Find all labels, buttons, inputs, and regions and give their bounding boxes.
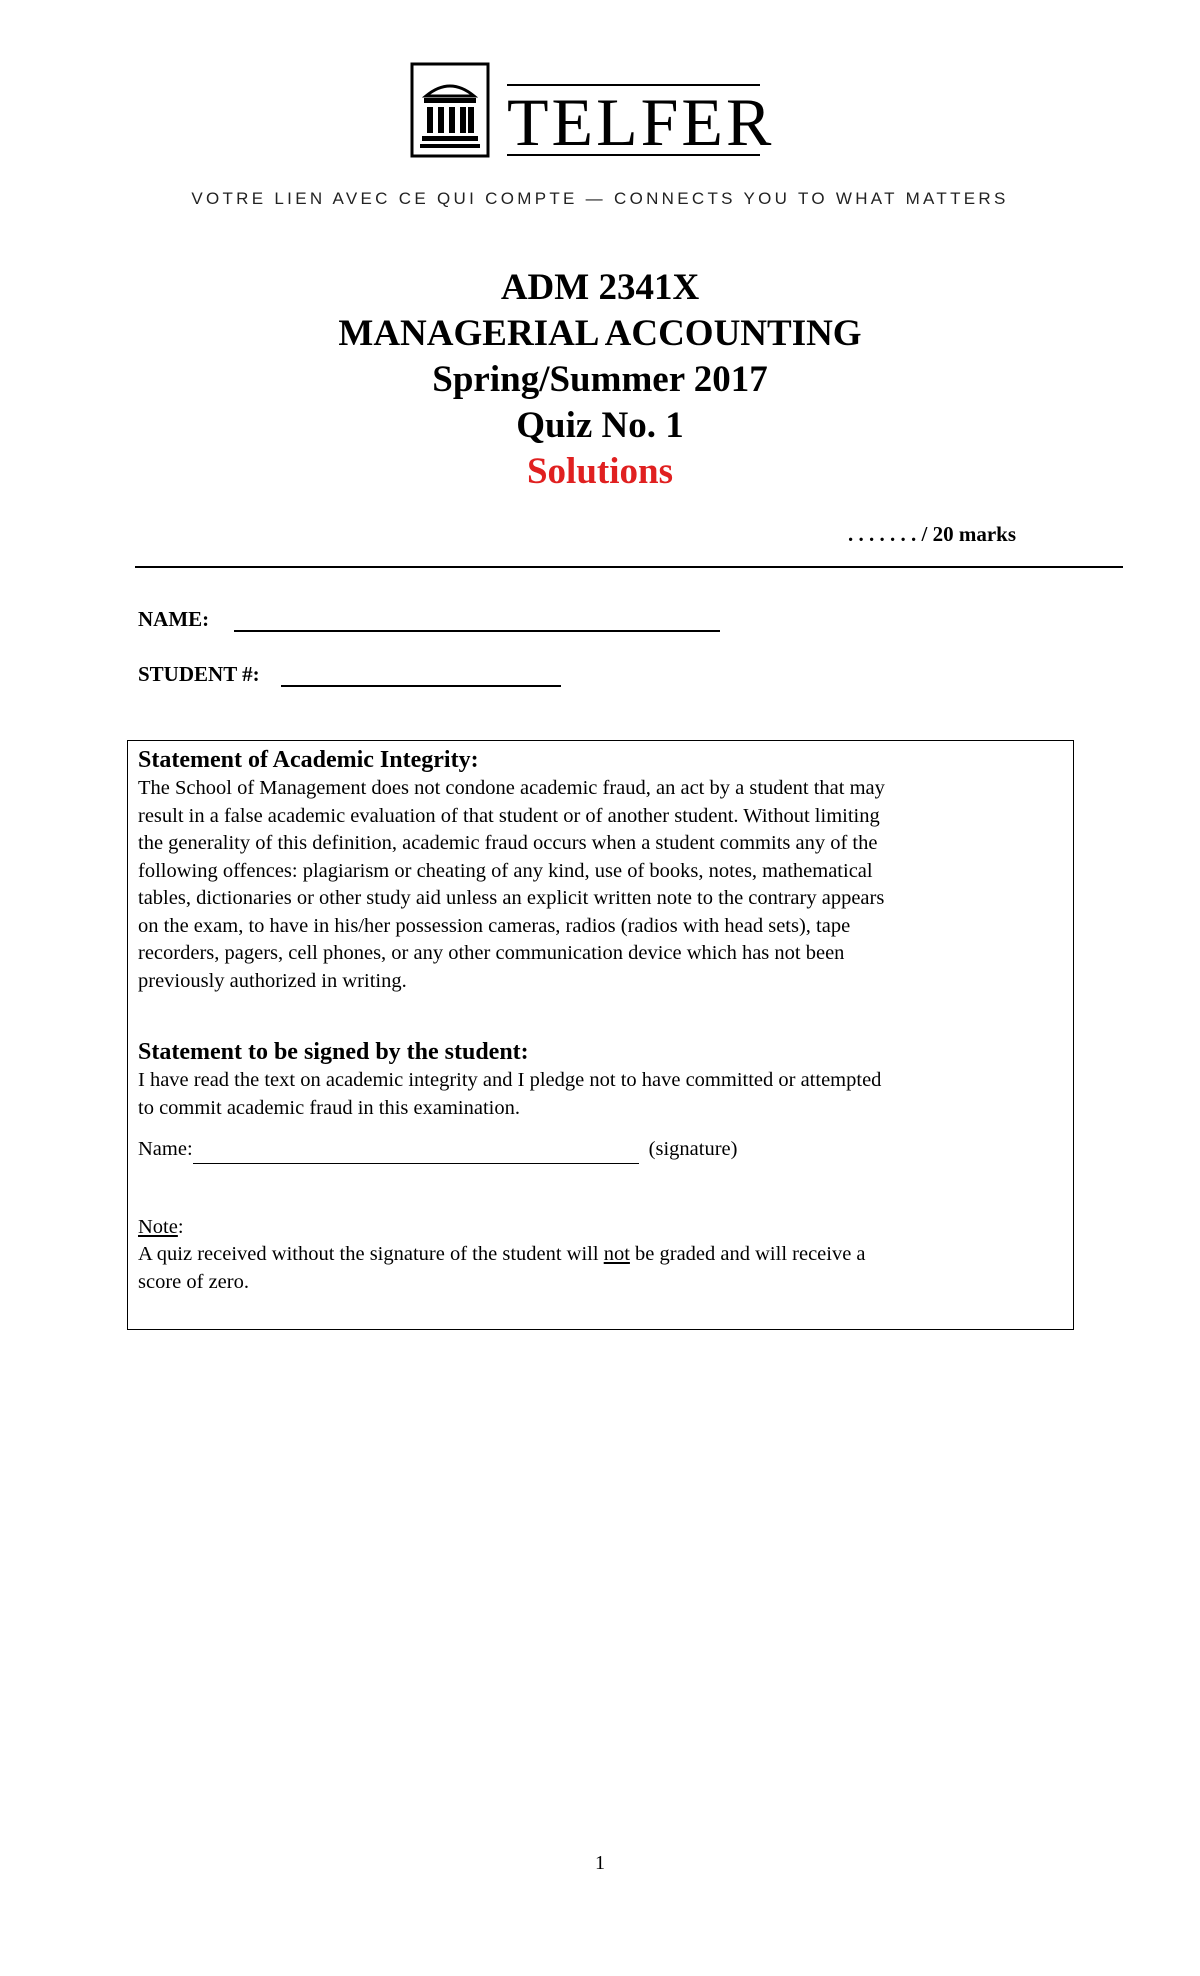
signature-row[interactable] <box>138 1136 1063 1164</box>
integrity-line: on the exam, to have in his/her possession cameras, radios (radios with head sets), tape <box>138 914 851 937</box>
telfer-logo <box>410 62 775 162</box>
course-code: ADM 2341X <box>500 267 700 308</box>
tagline: VOTRE LIEN AVEC CE QUI COMPTE — CONNECTS YOU TO WHAT MATTERS <box>191 189 1009 208</box>
marks-total: . . . . . . . / 20 marks <box>848 522 1016 546</box>
integrity-line: result in a false academic evaluation of that student or of another student. Without limiting <box>138 804 880 827</box>
note-text-post: be graded and will receive a <box>629 1243 866 1265</box>
integrity-line: recorders, pagers, cell phones, or any other communication device which has not been <box>138 942 845 964</box>
integrity-line: previously authorized in writing. <box>138 969 407 992</box>
note-label: Note <box>138 1215 178 1238</box>
academic-integrity-box <box>127 740 1074 1330</box>
signature-label: (signature) <box>648 1138 738 1160</box>
signature-name-label: Name: <box>138 1138 193 1160</box>
quiz-number: Quiz No. 1 <box>516 405 684 446</box>
solutions-label: Solutions <box>526 451 673 492</box>
name-label: NAME: <box>138 607 210 631</box>
title-block <box>0 265 1200 495</box>
pledge-line: to commit academic fraud in this examination. <box>138 1096 520 1119</box>
integrity-line: tables, dictionaries or other study aid unless an explicit written note to the contrary appears <box>138 887 885 909</box>
note-line-2: score of zero. <box>138 1270 249 1293</box>
student-number-line[interactable] <box>281 667 561 687</box>
signature-line[interactable] <box>193 1143 639 1164</box>
divider <box>135 566 1123 568</box>
note-text-pre: A quiz received without the signature of the student will <box>138 1243 604 1265</box>
integrity-line: following offences: plagiarism or cheating of any kind, use of books, notes, mathematical <box>138 859 873 882</box>
integrity-text <box>138 775 1063 995</box>
integrity-line: the generality of this definition, academic fraud occurs when a student commits any of the <box>138 832 878 854</box>
building-icon <box>410 62 490 158</box>
note-colon: : <box>177 1215 184 1238</box>
name-line[interactable] <box>234 612 720 632</box>
note-heading <box>138 1214 1063 1242</box>
pledge-line: I have read the text on academic integrity and I pledge not to have committed or attempted <box>138 1069 882 1091</box>
logo-wordmark: TELFER <box>507 84 775 160</box>
student-number-field[interactable] <box>138 662 561 687</box>
sign-heading: Statement to be signed by the student: <box>138 1039 529 1065</box>
student-number-label: STUDENT #: <box>138 662 260 686</box>
term: Spring/Summer 2017 <box>432 359 768 400</box>
page-number: 1 <box>595 1852 605 1874</box>
note-line <box>138 1241 1063 1269</box>
integrity-heading: Statement of Academic Integrity: <box>138 747 479 773</box>
integrity-line: The School of Management does not condone academic fraud, an act by a student that may <box>138 777 885 799</box>
note-emphasis: not <box>603 1243 630 1265</box>
name-field[interactable] <box>138 607 720 632</box>
course-name: MANAGERIAL ACCOUNTING <box>338 313 862 354</box>
